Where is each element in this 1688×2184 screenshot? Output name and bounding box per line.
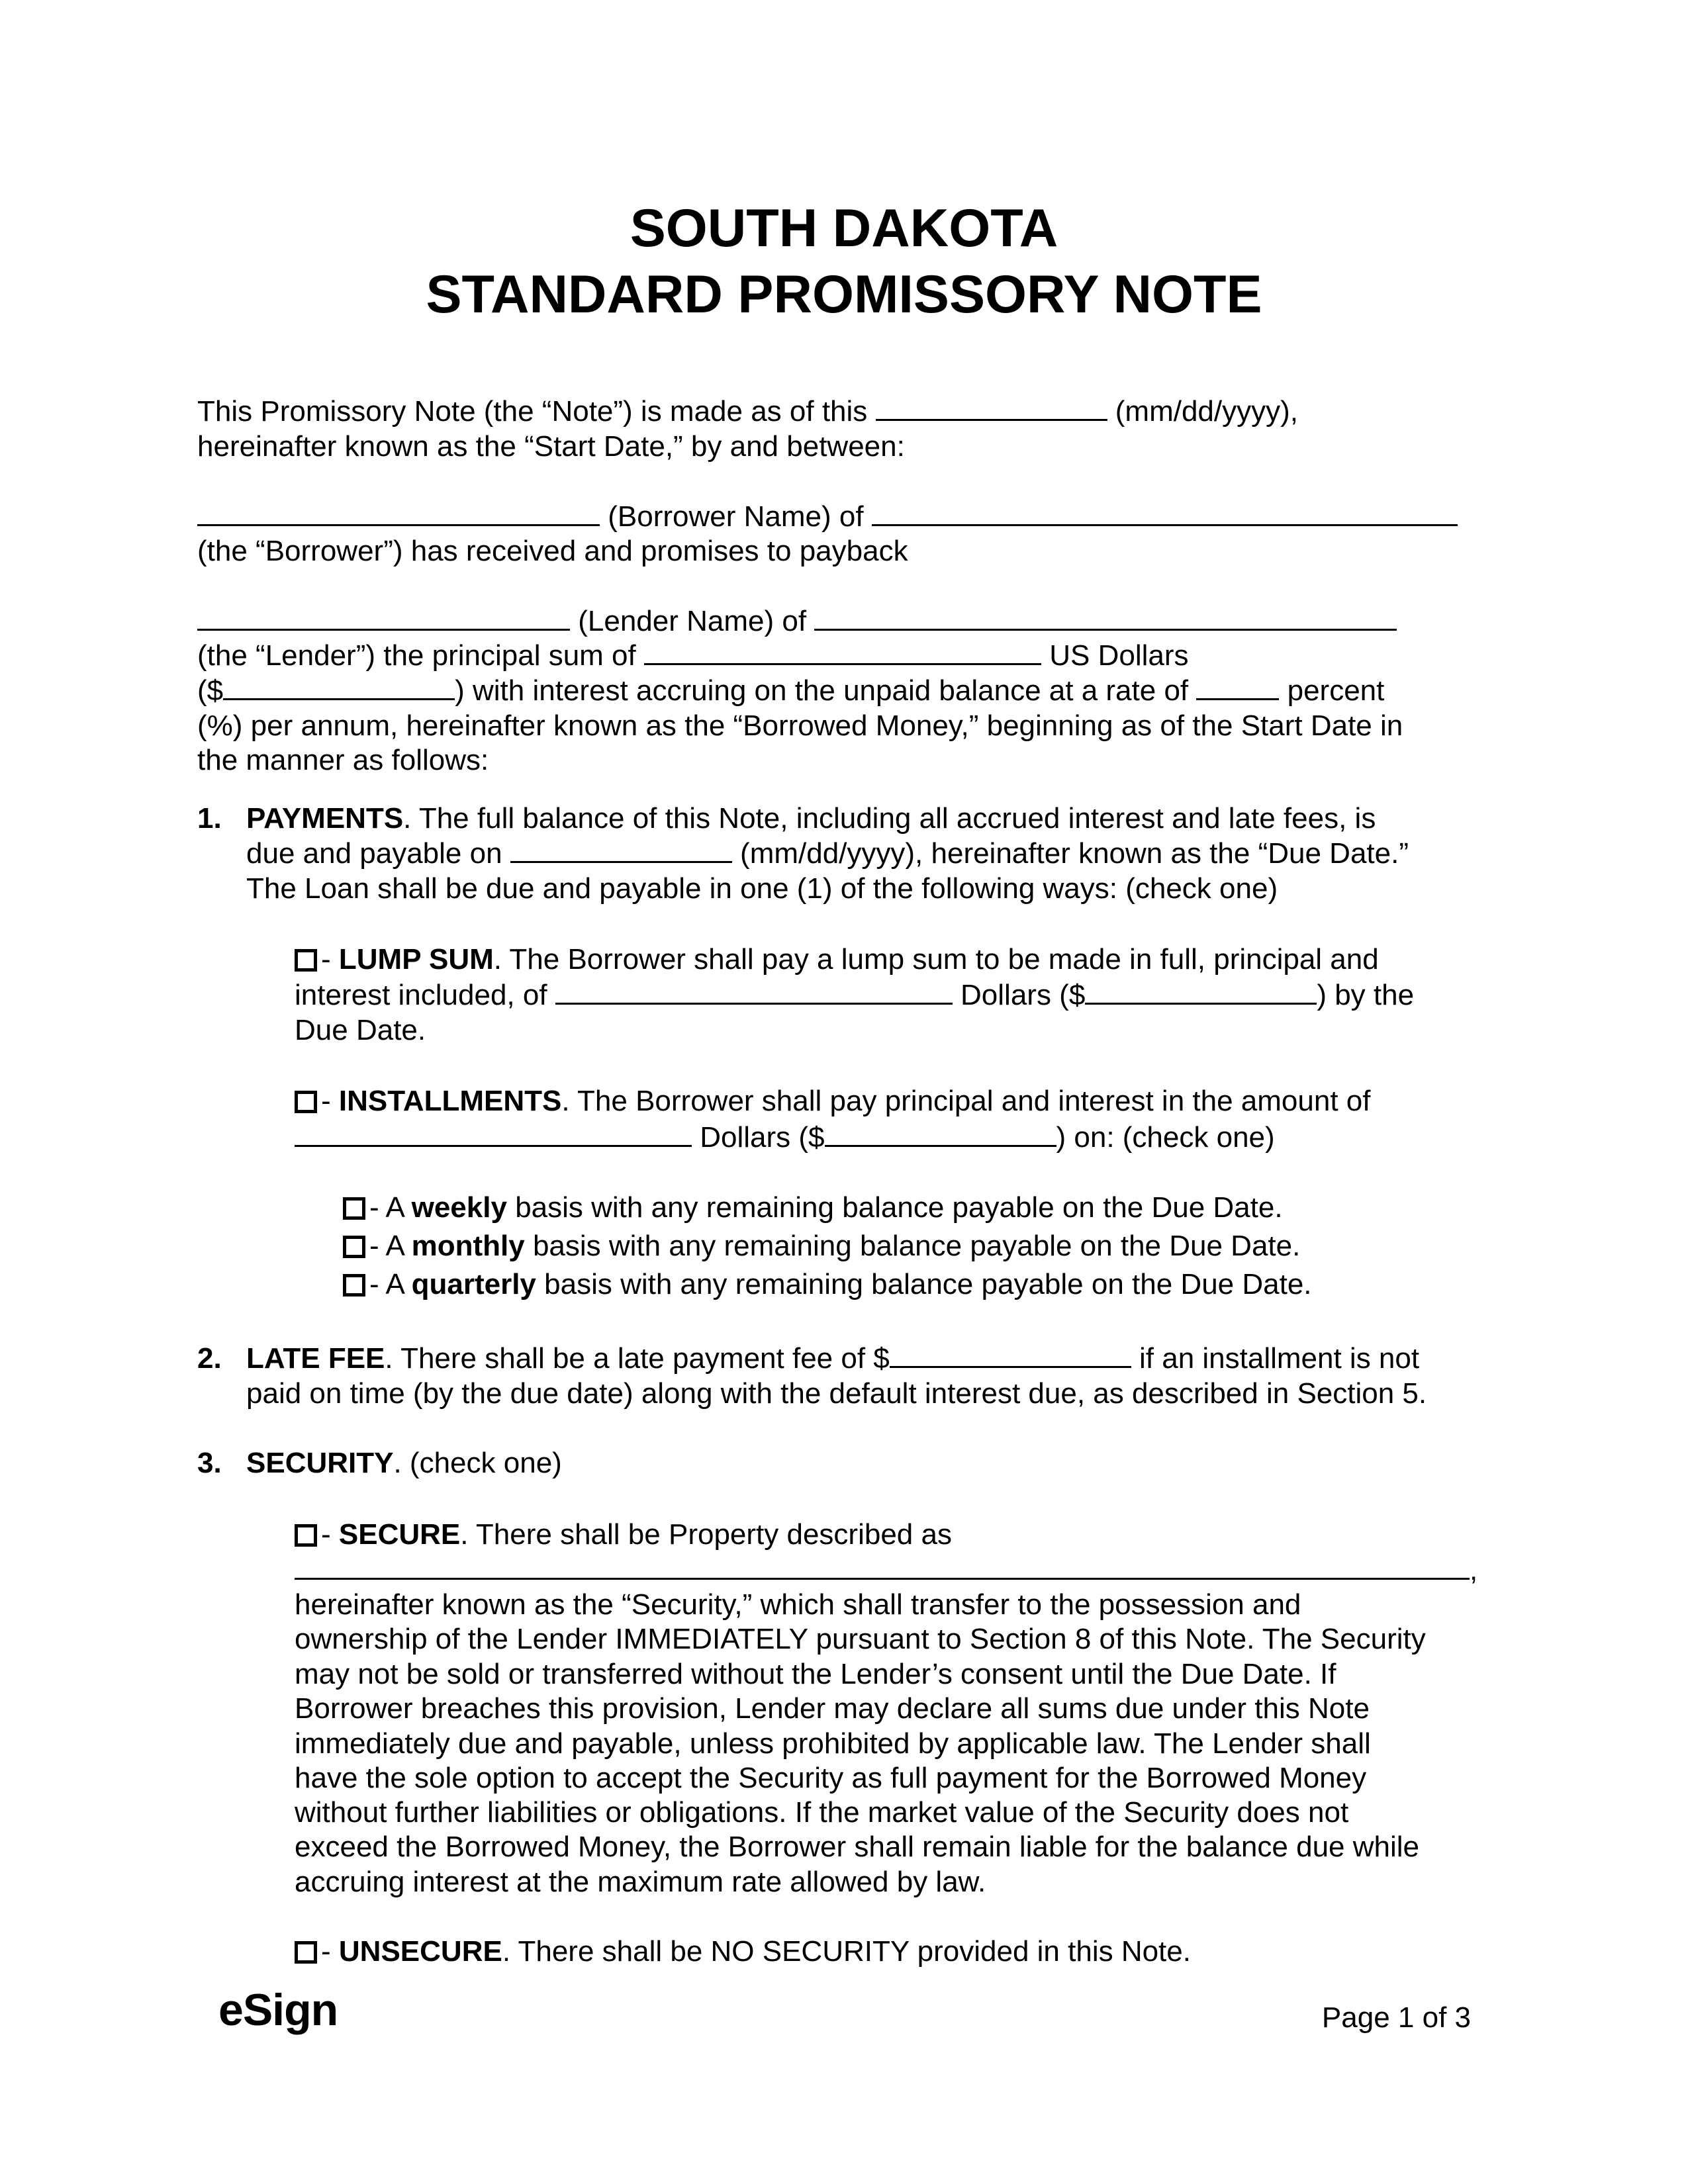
borrower-address-field[interactable] — [872, 499, 1458, 526]
late-fee-condition: if an installment is not — [1139, 1342, 1420, 1375]
late-fee-text: . There shall be a late payment fee of $ — [385, 1342, 890, 1375]
dash: - — [321, 1085, 339, 1117]
interest-line — [197, 673, 1384, 709]
borrower-line-2: (the “Borrower”) has received and promises to payback — [197, 535, 908, 567]
option-suffix: basis with any remaining balance payable on the Due Date. — [532, 1230, 1301, 1262]
payments-line-2 — [246, 836, 1409, 872]
principal-words-field[interactable] — [644, 638, 1041, 665]
intro-text: This Promissory Note (the “Note”) is made as of this — [197, 395, 868, 428]
late-fee-heading: LATE FEE — [246, 1342, 385, 1375]
late-fee-line-2: paid on time (by the due date) along with the default interest due, as described in Section 5. — [246, 1377, 1427, 1410]
lump-sum-line-2 — [295, 978, 1414, 1013]
secure-text: . There shall be Property described as — [460, 1518, 952, 1551]
option-suffix: basis with any remaining balance payable on the Due Date. — [515, 1191, 1283, 1224]
intro-line-2: hereinafter known as the “Start Date,” by and between: — [197, 430, 905, 463]
secure-paragraph-line: accruing interest at the maximum rate allowed by law. — [295, 1866, 986, 1898]
payments-line-3: The Loan shall be due and payable in one (1) of the following ways: (check one) — [246, 872, 1278, 905]
percent-label: percent — [1287, 674, 1385, 707]
quarterly-option — [343, 1267, 1312, 1302]
secure-paragraph-line: ownership of the Lender IMMEDIATELY pursuant to Section 8 of this Note. The Security — [295, 1623, 1426, 1655]
dash: - — [321, 943, 339, 976]
lump-sum-dollars-label: Dollars ($ — [961, 979, 1086, 1011]
installments-line-2 — [295, 1120, 1275, 1156]
lump-sum-text: . The Borrower shall pay a lump sum to be made in full, principal and — [493, 943, 1379, 976]
intro-line-1 — [197, 394, 1298, 430]
secure-paragraph-line: have the sole option to accept the Security as full payment for the Borrowed Money — [295, 1762, 1367, 1794]
secure-paragraph-line: may not be sold or transferred without the Lender’s consent until the Due Date. If — [295, 1658, 1336, 1690]
section-1-number: 1. — [197, 802, 222, 835]
principal-label: (the “Lender”) the principal sum of — [197, 639, 636, 672]
lump-sum-words-field[interactable] — [555, 978, 953, 1005]
lump-sum-checkbox[interactable] — [295, 949, 317, 972]
security-description-line — [295, 1553, 1477, 1588]
unsecure-heading: UNSECURE — [338, 1935, 502, 1968]
secure-paragraph-line: without further liabilities or obligations. If the market value of the Security does not — [295, 1796, 1349, 1829]
secure-paragraph-line: immediately due and payable, unless prohibited by applicable law. The Lender shall — [295, 1727, 1371, 1760]
security-description-field[interactable] — [295, 1553, 1470, 1580]
interest-rate-field[interactable] — [1196, 673, 1279, 700]
quarterly-checkbox[interactable] — [343, 1274, 365, 1297]
unsecure-line — [295, 1934, 1191, 1970]
secure-paragraph-line: Borrower breaches this provision, Lender may declare all sums due under this Note — [295, 1692, 1370, 1725]
secure-paragraph-line: exceed the Borrowed Money, the Borrower shall remain liable for the balance due while — [295, 1831, 1420, 1863]
lender-line — [197, 604, 1397, 639]
installment-amount-field[interactable] — [825, 1120, 1056, 1147]
installments-text: . The Borrower shall pay principal and interest in the amount of — [561, 1085, 1371, 1117]
unsecure-checkbox[interactable] — [295, 1941, 317, 1964]
late-fee-amount-field[interactable] — [890, 1341, 1131, 1368]
lump-sum-line-3: Due Date. — [295, 1014, 426, 1046]
payments-line-1 — [246, 801, 1376, 837]
lump-sum-by-label: ) by the — [1317, 979, 1415, 1011]
late-fee-line-1 — [246, 1341, 1419, 1377]
dash: - — [321, 1518, 339, 1551]
dollar-open-label: ($ — [197, 674, 224, 707]
page-number: Page 1 of 3 — [1321, 2001, 1471, 2034]
secure-checkbox[interactable] — [295, 1524, 317, 1547]
due-date-hint: (mm/dd/yyyy), hereinafter known as the “Due Date.” — [740, 837, 1409, 870]
lender-name-field[interactable] — [197, 604, 570, 631]
weekly-option — [343, 1190, 1283, 1226]
monthly-option — [343, 1228, 1300, 1264]
start-date-field[interactable] — [876, 394, 1107, 421]
borrower-name-field[interactable] — [197, 499, 600, 526]
weekly-label: weekly — [411, 1191, 507, 1224]
title-line-1: SOUTH DAKOTA — [630, 199, 1058, 258]
comma: , — [1470, 1554, 1478, 1586]
unsecure-text: . There shall be NO SECURITY provided in this Note. — [502, 1935, 1191, 1968]
date-format-hint: (mm/dd/yyyy), — [1115, 395, 1299, 428]
security-check-one: . (check one) — [393, 1447, 562, 1479]
installment-dollars-label: Dollars ($ — [700, 1121, 825, 1154]
due-date-label: due and payable on — [246, 837, 502, 870]
option-prefix: - A — [369, 1230, 404, 1262]
installments-line-1 — [295, 1083, 1370, 1119]
principal-amount-field[interactable] — [223, 673, 455, 700]
secure-paragraph-line: hereinafter known as the “Security,” which shall transfer to the possession and — [295, 1588, 1301, 1621]
lump-sum-amount-field[interactable] — [1085, 978, 1317, 1005]
due-date-field[interactable] — [510, 836, 732, 863]
us-dollars-label: US Dollars — [1049, 639, 1189, 672]
title-line-2: STANDARD PROMISSORY NOTE — [426, 265, 1262, 324]
dash: - — [321, 1935, 339, 1968]
section-3-number: 3. — [197, 1447, 222, 1479]
borrower-line — [197, 499, 1458, 535]
installments-heading: INSTALLMENTS — [338, 1085, 562, 1117]
security-heading: SECURITY — [246, 1447, 394, 1479]
option-prefix: - A — [369, 1191, 404, 1224]
option-suffix: basis with any remaining balance payable on the Due Date. — [544, 1268, 1312, 1300]
installment-on-label: ) on: (check one) — [1056, 1121, 1275, 1154]
borrower-name-label: (Borrower Name) of — [608, 500, 864, 533]
esign-logo: eSign — [218, 1985, 338, 2035]
security-line-1 — [246, 1445, 562, 1481]
lump-sum-line-1 — [295, 942, 1379, 978]
weekly-checkbox[interactable] — [343, 1197, 365, 1220]
lump-sum-amount-label: interest included, of — [295, 979, 547, 1011]
monthly-checkbox[interactable] — [343, 1236, 365, 1258]
installments-checkbox[interactable] — [295, 1091, 317, 1113]
principal-line — [197, 638, 1189, 674]
intro-line-manner: the manner as follows: — [197, 744, 489, 776]
section-2-number: 2. — [197, 1342, 222, 1375]
lender-name-label: (Lender Name) of — [578, 605, 807, 637]
installment-words-field[interactable] — [295, 1120, 692, 1147]
lender-address-field[interactable] — [814, 604, 1397, 631]
monthly-label: monthly — [411, 1230, 525, 1262]
quarterly-label: quarterly — [411, 1268, 536, 1300]
option-prefix: - A — [369, 1268, 404, 1300]
lump-sum-heading: LUMP SUM — [338, 943, 494, 976]
secure-line-1 — [295, 1517, 952, 1553]
interest-rate-label: ) with interest accruing on the unpaid balance at a rate of — [455, 674, 1189, 707]
payments-text: . The full balance of this Note, including all accrued interest and late fees, is — [403, 802, 1376, 835]
intro-line-per-annum: (%) per annum, hereinafter known as the “Borrowed Money,” beginning as of the Start Date in — [197, 709, 1403, 742]
secure-heading: SECURE — [338, 1518, 461, 1551]
payments-heading: PAYMENTS — [246, 802, 404, 835]
